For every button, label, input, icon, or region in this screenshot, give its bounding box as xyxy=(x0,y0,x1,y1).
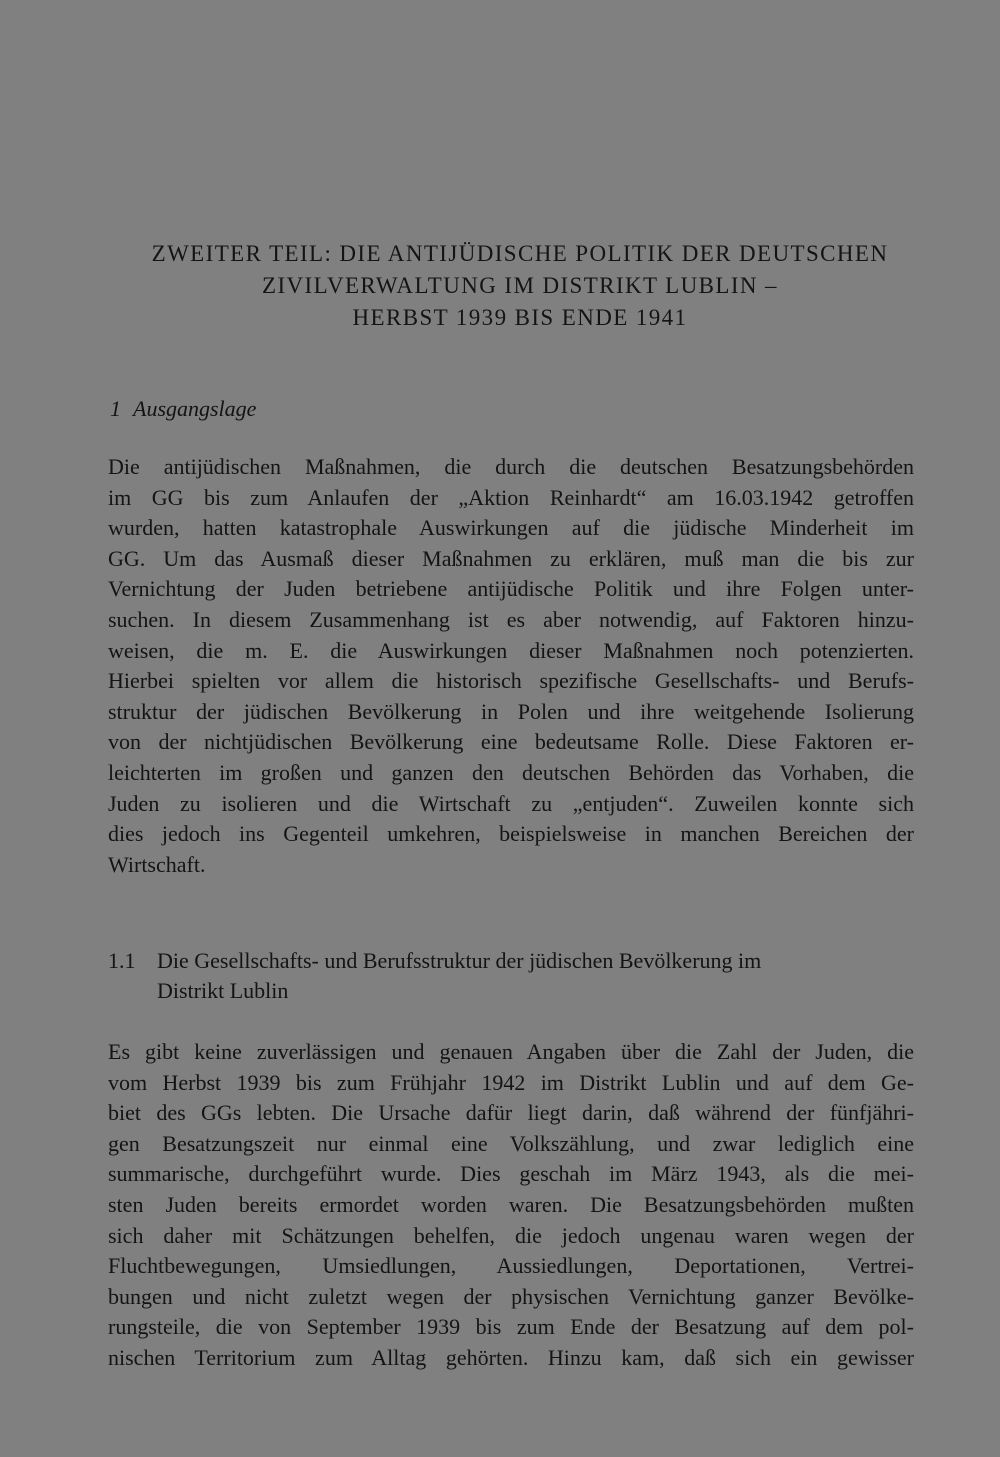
text-line: bungen und nicht zuletzt wegen der physischen Vernichtung ganzer Bevölke- xyxy=(108,1283,914,1309)
text-line: rungsteile, die von September 1939 bis zum Ende der Besatzung auf dem pol- xyxy=(108,1314,914,1340)
text-line: von der nichtjüdischen Bevölkerung eine bedeutsame Rolle. Diese Faktoren er- xyxy=(108,729,914,755)
text-line: wurden, hatten katastrophale Auswirkungen auf die jüdische Minderheit im xyxy=(108,515,914,541)
text-line: weisen, die m. E. die Auswirkungen dieser Maßnahmen noch potenzierten. xyxy=(108,637,914,663)
text-line: GG. Um das Ausmaß dieser Maßnahmen zu erklären, muß man die bis zur xyxy=(108,545,914,571)
paragraph-population xyxy=(108,1037,914,1374)
text-line: Es gibt keine zuverlässigen und genauen Angaben über die Zahl der Juden, die xyxy=(108,1039,914,1064)
section-title: Ausgangslage xyxy=(133,396,257,421)
part-title-line: ZWEITER TEIL: DIE ANTIJÜDISCHE POLITIK DER DEUTSCHEN xyxy=(151,241,889,266)
subsection-title-line: Distrikt Lublin xyxy=(157,978,289,1003)
text-line: im GG bis zum Anlaufen der „Aktion Reinhardt“ am 16.03.1942 getroffen xyxy=(108,484,914,510)
text-line: Wirtschaft. xyxy=(108,851,206,877)
text-line: gen Besatzungszeit nur einmal eine Volkszählung, und zwar lediglich eine xyxy=(108,1130,914,1156)
text-line: dies jedoch ins Gegenteil umkehren, beispielsweise in manchen Bereichen der xyxy=(108,821,914,847)
text-line: Die antijüdischen Maßnahmen, die durch die deutschen Besatzungsbehörden xyxy=(108,454,914,479)
text-line: summarische, durchgeführt wurde. Dies geschah im März 1943, als die mei- xyxy=(108,1161,914,1187)
text-line: suchen. In diesem Zusammenhang ist es aber notwendig, auf Faktoren hinzu- xyxy=(108,606,914,632)
text-line: sten Juden bereits ermordet worden waren. Die Besatzungsbehörden mußten xyxy=(108,1191,914,1217)
text-line: leichterten im großen und ganzen den deutschen Behörden das Vorhaben, die xyxy=(108,759,914,785)
text-line: biet des GGs lebten. Die Ursache dafür liegt darin, daß während der fünfjähri- xyxy=(108,1100,914,1126)
part-title-line: ZIVILVERWALTUNG IM DISTRIKT LUBLIN – xyxy=(262,273,778,298)
text-line: Fluchtbewegungen, Umsiedlungen, Aussiedlungen, Deportationen, Vertrei- xyxy=(108,1253,914,1279)
text-line: Vernichtung der Juden betriebene antijüdische Politik und ihre Folgen unter- xyxy=(108,576,914,602)
section-heading xyxy=(110,393,256,425)
paragraph-intro xyxy=(108,452,914,880)
text-line: Juden zu isolieren und die Wirtschaft zu „entjuden“. Zuweilen konnte sich xyxy=(108,790,914,816)
part-title-line: HERBST 1939 BIS ENDE 1941 xyxy=(352,305,688,330)
text-line: vom Herbst 1939 bis zum Frühjahr 1942 im Distrikt Lublin und auf dem Ge- xyxy=(108,1069,914,1095)
part-title xyxy=(60,238,980,334)
section-number: 1 xyxy=(110,396,121,421)
text-line: sich daher mit Schätzungen behelfen, die jedoch ungenau waren wegen der xyxy=(108,1222,914,1248)
text-line: nischen Territorium zum Alltag gehörten. Hinzu kam, daß sich ein gewisser xyxy=(108,1344,914,1370)
text-line: struktur der jüdischen Bevölkerung in Polen und ihre weitgehende Isolierung xyxy=(108,698,914,724)
text-line: Hierbei spielten vor allem die historisch spezifische Gesellschafts- und Berufs- xyxy=(108,668,914,694)
subsection-title-line: Die Gesellschafts- und Berufsstruktur der jüdischen Bevölkerung im xyxy=(157,948,762,973)
subsection-number: 1.1 xyxy=(108,948,136,973)
